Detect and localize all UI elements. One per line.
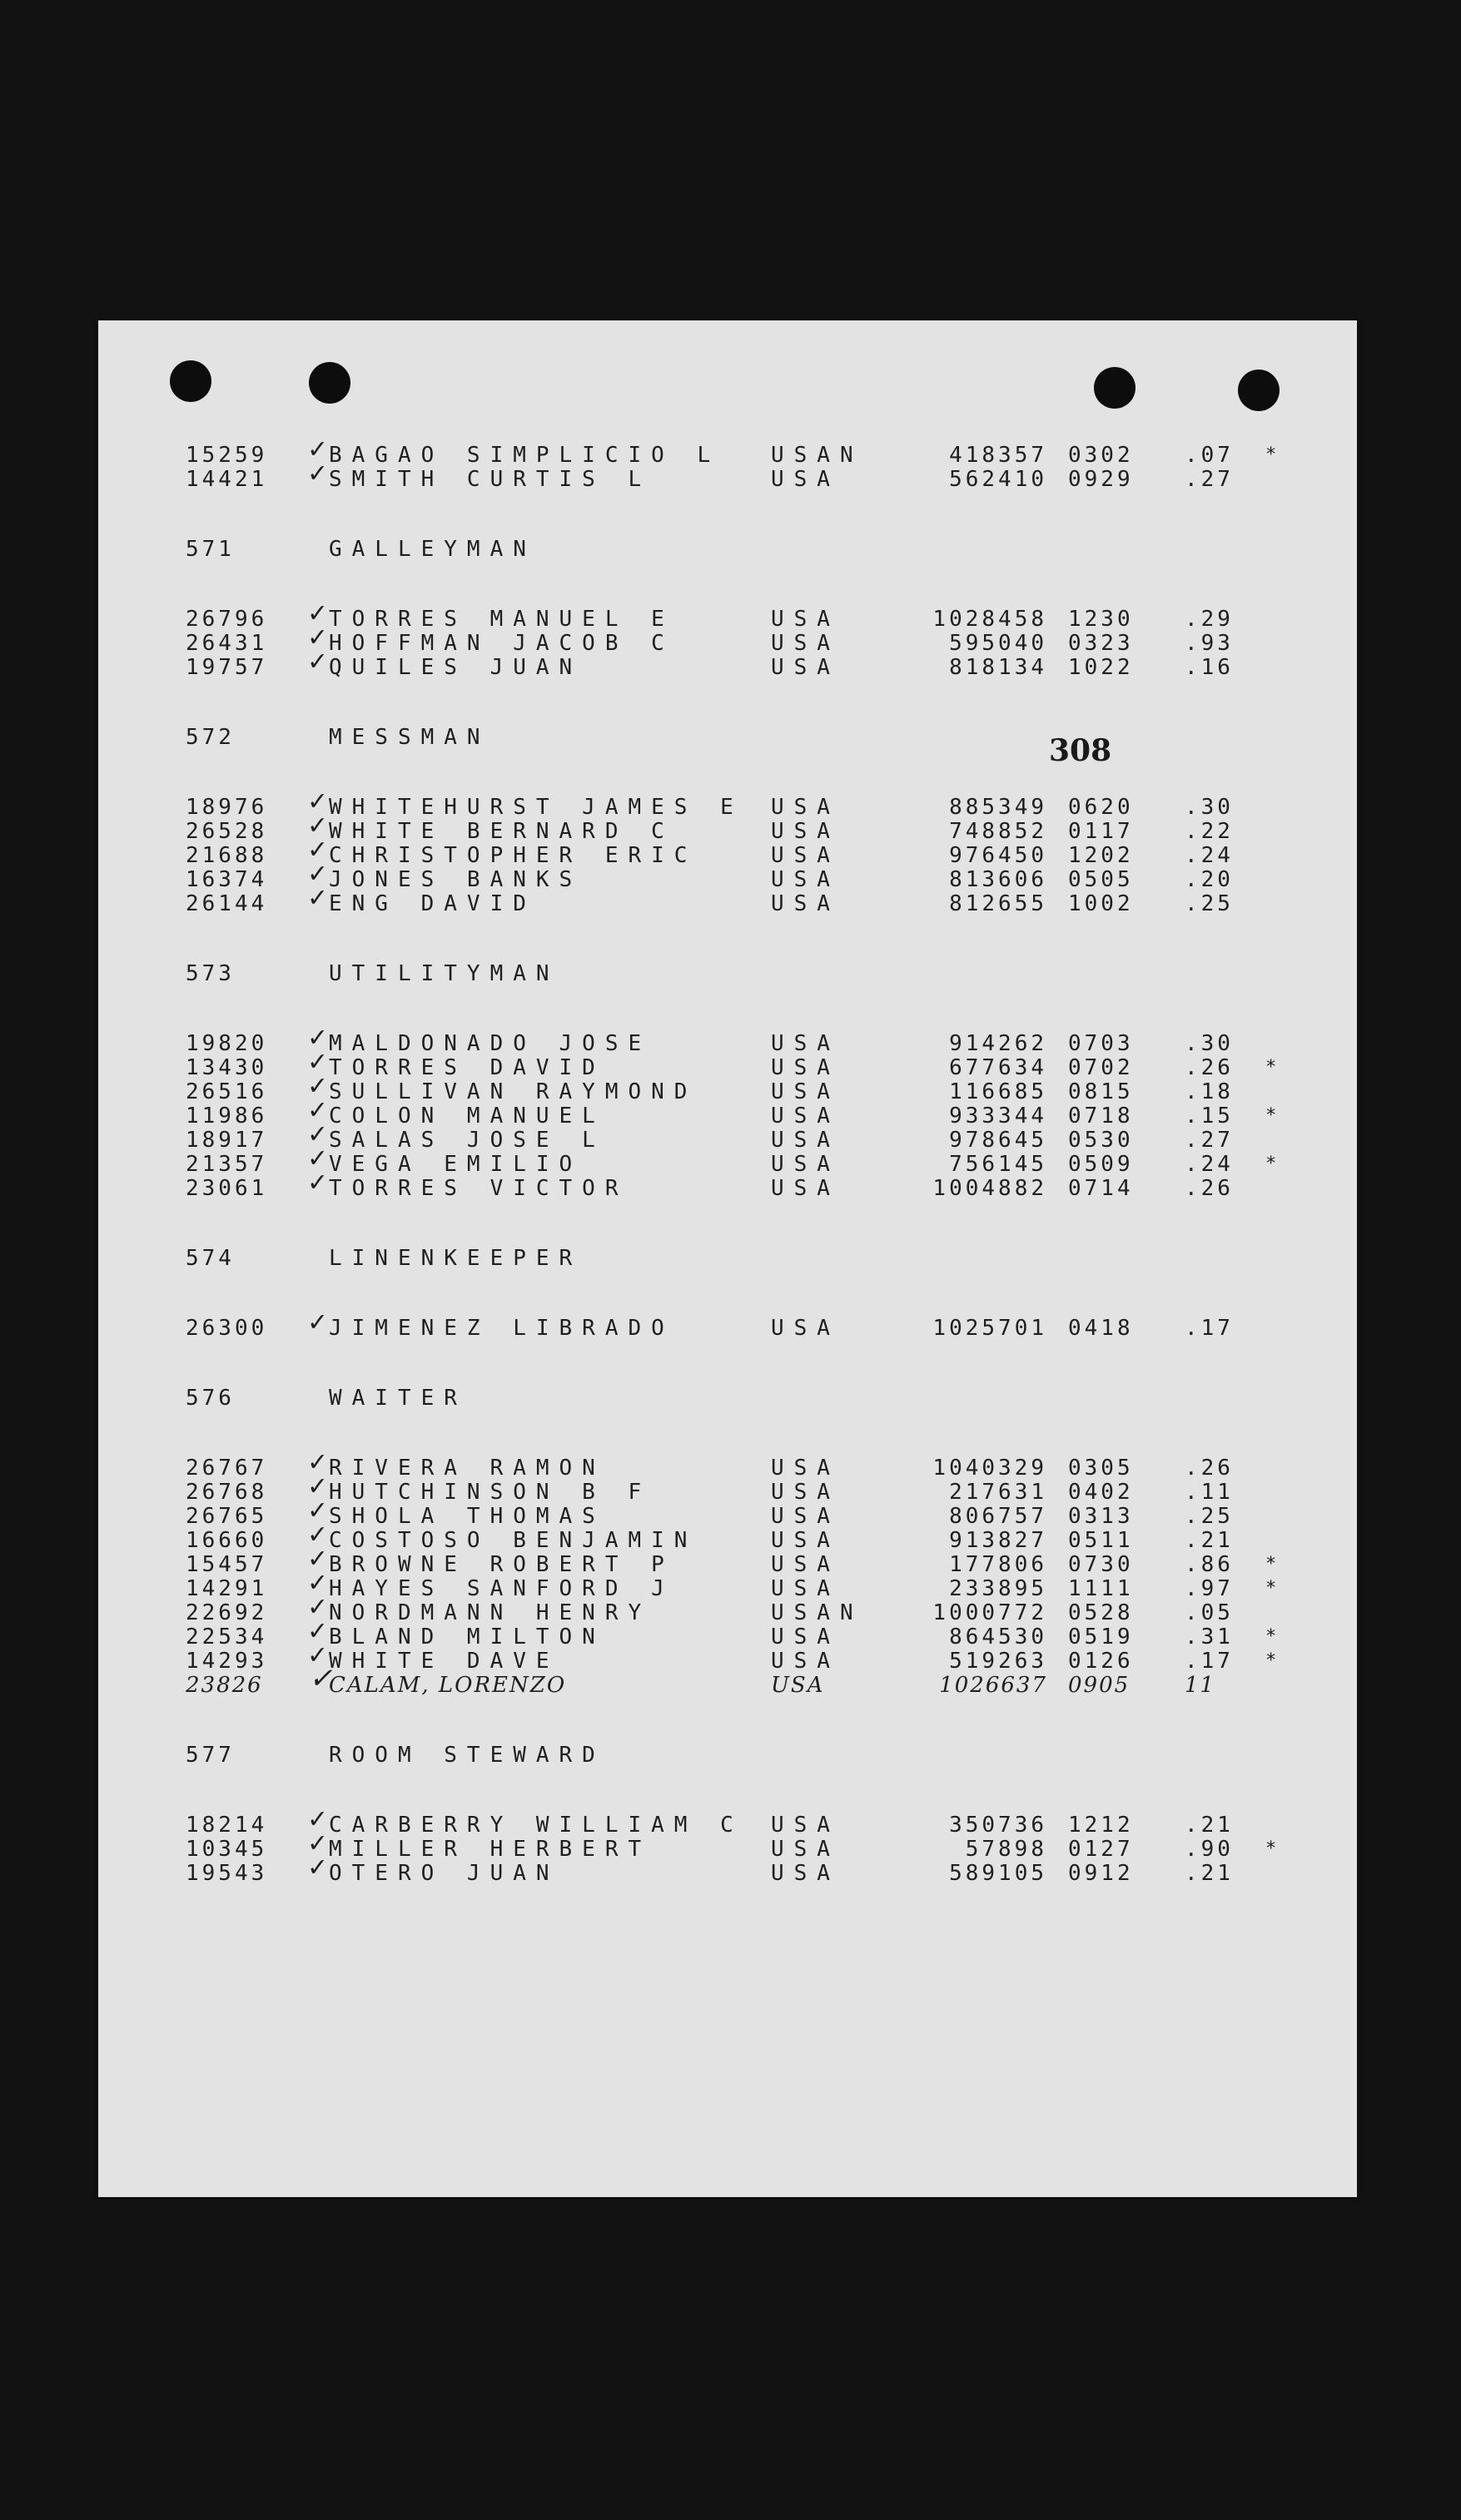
entry-name: TORRES DAVID [329,1055,605,1080]
asterisk-mark: * [1265,1578,1277,1599]
check-mark: ✓ [309,620,326,653]
entry-name: ENG DAVID [329,891,536,916]
entry-name: BROWNE ROBERT P [329,1552,674,1577]
check-mark: ✓ [309,1044,326,1078]
entry-code: 0127 [1068,1837,1134,1862]
crew-entry-row [98,596,1357,632]
check-mark: ✓ [309,1614,326,1647]
crew-entry-row [98,620,1357,656]
entry-number: 1025701 [932,1316,1047,1341]
entry-value: .26 [1185,1456,1234,1481]
entry-citizenship: USA [771,1576,840,1601]
check-mark: ✓ [309,1565,326,1599]
entry-number: 812655 [949,891,1047,916]
entry-number: 418357 [949,443,1047,468]
entry-code: 0402 [1068,1480,1134,1505]
entry-value: .24 [1185,1152,1234,1177]
entry-value: .17 [1185,1649,1234,1674]
entry-code: 1230 [1068,607,1134,632]
section-code: 571 [186,537,235,562]
check-mark: ✓ [309,1662,335,1695]
entry-number: 1028458 [932,607,1047,632]
entry-number: 864530 [949,1625,1047,1649]
crew-entry-row [98,1117,1357,1153]
crew-entry-row [98,1020,1357,1056]
entry-name: SULLIVAN RAYMOND [329,1079,698,1104]
entry-value: .11 [1185,1480,1234,1505]
entry-code: 0718 [1068,1104,1134,1129]
entry-citizenship: USA [771,467,840,492]
entry-id: 19820 [186,1031,268,1056]
check-mark: ✓ [309,1445,326,1478]
entry-citizenship: USA [771,843,840,868]
crew-entry-row [98,1614,1357,1649]
entry-number: 217631 [949,1480,1047,1505]
check-mark: ✓ [309,1826,326,1859]
entry-citizenship: USA [771,1055,840,1080]
asterisk-mark: * [1265,1153,1277,1174]
crew-entry-row [98,1165,1357,1201]
check-mark: ✓ [309,1541,326,1575]
entry-value: .17 [1185,1316,1234,1341]
entry-code: 0815 [1068,1079,1134,1104]
entry-value: .18 [1185,1079,1234,1104]
crew-entry-row [98,1469,1357,1505]
entry-number: 595040 [949,631,1047,656]
section-title: MESSMAN [329,725,490,750]
entry-citizenship: USA [771,1031,840,1056]
entry-value: .07 [1185,443,1234,468]
entry-id: 14293 [186,1649,268,1674]
crew-entry-row [98,784,1357,820]
entry-number: 1040329 [932,1456,1047,1481]
section-title: WAITER [329,1386,467,1411]
check-mark: ✓ [309,1305,326,1338]
entry-id: 26431 [186,631,268,656]
entry-value: .21 [1185,1813,1234,1838]
entry-number: 677634 [949,1055,1047,1080]
check-mark: ✓ [309,784,326,817]
section-header [98,725,1357,750]
entry-id: 26516 [186,1079,268,1104]
entry-code: 0730 [1068,1552,1134,1577]
handwritten-entry-row [98,1662,1357,1698]
entry-name: BLAND MILTON [329,1625,605,1649]
entry-code: 0702 [1068,1055,1134,1080]
entry-id: 18214 [186,1813,268,1838]
section-code: 572 [186,725,235,750]
entry-number: 177806 [949,1552,1047,1577]
check-mark: ✓ [309,456,326,489]
check-mark: ✓ [309,881,326,914]
entry-id: 26144 [186,891,268,916]
entry-name: WHITEHURST JAMES E [329,795,743,820]
entry-name: JONES BANKS [329,867,583,892]
entry-code: 1111 [1068,1576,1134,1601]
entry-value: .16 [1185,655,1234,680]
section-code: 574 [186,1246,235,1271]
entry-name: JIMENEZ LIBRADO [329,1316,674,1341]
entry-value: .25 [1185,1504,1234,1529]
entry-number: 233895 [949,1576,1047,1601]
section-header [98,1743,1357,1768]
crew-entry-row [98,1638,1357,1674]
entry-number: 813606 [949,867,1047,892]
entry-code: 1212 [1068,1813,1134,1838]
entry-code: 0714 [1068,1176,1134,1201]
entry-id: 21357 [186,1152,268,1177]
entry-code: 0905 [1068,1673,1131,1698]
entry-code: 0530 [1068,1128,1134,1153]
entry-value: .29 [1185,607,1234,632]
entry-citizenship: USA [771,891,840,916]
entry-name: SHOLA THOMAS [329,1504,605,1529]
entry-number: 116685 [949,1079,1047,1104]
entry-citizenship: USAN [771,443,863,468]
check-mark: ✓ [309,1069,326,1102]
entry-number: 976450 [949,843,1047,868]
entry-value: .26 [1185,1176,1234,1201]
entry-number: 756145 [949,1152,1047,1177]
entry-name: SALAS JOSE L [329,1128,605,1153]
entry-number: 913827 [949,1528,1047,1553]
crew-entry-row [98,1565,1357,1601]
entry-value: .31 [1185,1625,1234,1649]
entry-number: 1000772 [932,1600,1047,1625]
entry-value: .27 [1185,467,1234,492]
entry-id: 23061 [186,1176,268,1201]
entry-citizenship: USA [771,1128,840,1153]
entry-code: 0313 [1068,1504,1134,1529]
entry-citizenship: USA [771,1480,840,1505]
asterisk-mark: * [1265,1650,1277,1671]
crew-entry-row [98,1826,1357,1862]
entry-value: .26 [1185,1055,1234,1080]
asterisk-mark: * [1265,1626,1277,1647]
entry-citizenship: USA [771,1625,840,1649]
entry-citizenship: USA [771,1649,840,1674]
entry-code: 0418 [1068,1316,1134,1341]
entry-code: 1002 [1068,891,1134,916]
check-mark: ✓ [309,596,326,629]
entry-value: .21 [1185,1528,1234,1553]
check-mark: ✓ [309,1117,326,1150]
entry-citizenship: USA [771,1079,840,1104]
entry-name: NORDMANN HENRY [329,1600,652,1625]
entry-id: 16374 [186,867,268,892]
entry-number: 1004882 [932,1176,1047,1201]
document-page [98,320,1357,2197]
entry-id: 22692 [186,1600,268,1625]
entry-name: CARBERRY WILLIAM C [329,1813,743,1838]
entry-number: 806757 [949,1504,1047,1529]
entry-name: HOFFMAN JACOB C [329,631,674,656]
entry-value: .30 [1185,1031,1234,1056]
entry-number: 885349 [949,795,1047,820]
entry-number: 933344 [949,1104,1047,1129]
entry-number: 562410 [949,467,1047,492]
entry-value: .30 [1185,795,1234,820]
entry-citizenship: USA [771,1316,840,1341]
section-code: 577 [186,1743,235,1768]
entry-code: 0703 [1068,1031,1134,1056]
entry-code: 0323 [1068,631,1134,656]
entry-citizenship: USA [771,795,840,820]
entry-citizenship: USA [771,655,840,680]
check-mark: ✓ [309,832,326,866]
entry-citizenship: USA [771,1813,840,1838]
crew-entry-row [98,644,1357,680]
check-mark: ✓ [309,808,326,841]
asterisk-mark: * [1265,1838,1277,1859]
entry-citizenship: USA [771,607,840,632]
crew-entry-row [98,1093,1357,1129]
entry-citizenship: USA [771,631,840,656]
entry-id: 26528 [186,819,268,844]
entry-code: 0620 [1068,795,1134,820]
crew-entry-row [98,832,1357,868]
entry-value: .05 [1185,1600,1234,1625]
entry-code: 0126 [1068,1649,1134,1674]
entry-name: COSTOSO BENJAMIN [329,1528,698,1553]
entry-value: .27 [1185,1128,1234,1153]
section-code: 576 [186,1386,235,1411]
entry-name: CHRISTOPHER ERIC [329,843,698,868]
crew-entry-row [98,1305,1357,1341]
entry-citizenship: USA [771,1104,840,1129]
entry-code: 0912 [1068,1861,1134,1886]
section-code: 573 [186,961,235,986]
section-header [98,1246,1357,1271]
section-title: UTILITYMAN [329,961,559,986]
entry-name: WHITE DAVE [329,1649,559,1674]
entry-id: 21688 [186,843,268,868]
check-mark: ✓ [309,1093,326,1126]
entry-name: BAGAO SIMPLICIO L [329,443,721,468]
entry-code: 0117 [1068,819,1134,844]
entry-id: 22534 [186,1625,268,1649]
entry-code: 0528 [1068,1600,1134,1625]
asterisk-mark: * [1265,444,1277,465]
check-mark: ✓ [309,1020,326,1054]
entry-value: .22 [1185,819,1234,844]
crew-entry-row [98,1802,1357,1838]
crew-entry-row [98,881,1357,916]
entry-name: HUTCHINSON B F [329,1480,652,1505]
entry-value: .86 [1185,1552,1234,1577]
entry-code: 0519 [1068,1625,1134,1649]
entry-value: .15 [1185,1104,1234,1129]
entry-name: MALDONADO JOSE [329,1031,652,1056]
entry-name: WHITE BERNARD C [329,819,674,844]
check-mark: ✓ [309,644,326,677]
entry-name: COLON MANUEL [329,1104,605,1129]
check-mark: ✓ [309,1638,326,1671]
entry-name: CALAM, LORENZO [329,1673,567,1698]
crew-list [98,320,1357,2197]
entry-name: QUILES JUAN [329,655,583,680]
check-mark: ✓ [309,1517,326,1550]
check-mark: ✓ [309,1469,326,1502]
check-mark: ✓ [309,1590,326,1623]
crew-entry-row [98,1044,1357,1080]
entry-id: 26300 [186,1316,268,1341]
check-mark: ✓ [309,1493,326,1526]
entry-id: 15457 [186,1552,268,1577]
entry-id: 16660 [186,1528,268,1553]
section-header [98,961,1357,986]
crew-entry-row [98,1541,1357,1577]
check-mark: ✓ [309,1802,326,1835]
entry-citizenship: USA [771,1552,840,1577]
entry-code: 0509 [1068,1152,1134,1177]
asterisk-mark: * [1265,1057,1277,1078]
section-title: ROOM STEWARD [329,1743,605,1768]
crew-entry-row [98,456,1357,492]
entry-code: 1202 [1068,843,1134,868]
entry-code: 0505 [1068,867,1134,892]
entry-id: 23826 [186,1673,263,1698]
crew-entry-row [98,1141,1357,1177]
entry-number: 978645 [949,1128,1047,1153]
entry-value: .90 [1185,1837,1234,1862]
entry-id: 26768 [186,1480,268,1505]
check-mark: ✓ [309,1141,326,1174]
check-mark: ✓ [309,1165,326,1198]
entry-name: RIVERA RAMON [329,1456,605,1481]
entry-id: 14291 [186,1576,268,1601]
entry-id: 13430 [186,1055,268,1080]
entry-value: .20 [1185,867,1234,892]
entry-id: 18976 [186,795,268,820]
section-header [98,1386,1357,1411]
entry-id: 14421 [186,467,268,492]
section-title: GALLEYMAN [329,537,536,562]
entry-name: SMITH CURTIS L [329,467,652,492]
crew-entry-row [98,808,1357,844]
entry-id: 19757 [186,655,268,680]
crew-entry-row [98,1517,1357,1553]
entry-id: 19543 [186,1861,268,1886]
entry-name: TORRES VICTOR [329,1176,629,1201]
entry-id: 26765 [186,1504,268,1529]
entry-code: 0511 [1068,1528,1134,1553]
entry-id: 26767 [186,1456,268,1481]
entry-id: 26796 [186,607,268,632]
entry-name: HAYES SANFORD J [329,1576,674,1601]
entry-value: .24 [1185,843,1234,868]
entry-number: 748852 [949,819,1047,844]
entry-id: 15259 [186,443,268,468]
entry-citizenship: USA [771,1456,840,1481]
entry-number: 1026637 [939,1673,1047,1698]
section-header [98,537,1357,562]
crew-entry-row [98,856,1357,892]
entry-citizenship: USAN [771,1600,863,1625]
asterisk-mark: * [1265,1105,1277,1126]
entry-number: 818134 [949,655,1047,680]
entry-citizenship: USA [771,1528,840,1553]
entry-number: 519263 [949,1649,1047,1674]
entry-citizenship: USA [771,867,840,892]
check-mark: ✓ [309,856,326,890]
entry-name: TORRES MANUEL E [329,607,674,632]
entry-name: OTERO JUAN [329,1861,559,1886]
entry-number: 914262 [949,1031,1047,1056]
crew-entry-row [98,1445,1357,1481]
asterisk-mark: * [1265,1554,1277,1575]
entry-code: 0929 [1068,467,1134,492]
entry-code: 0302 [1068,443,1134,468]
entry-value: .93 [1185,631,1234,656]
crew-entry-row [98,432,1357,468]
crew-entry-row [98,1493,1357,1529]
entry-citizenship: USA [771,819,840,844]
check-mark: ✓ [309,432,326,465]
entry-name: MILLER HERBERT [329,1837,652,1862]
entry-id: 10345 [186,1837,268,1862]
entry-citizenship: USA [771,1152,840,1177]
entry-number: 57898 [965,1837,1047,1862]
entry-code: 0305 [1068,1456,1134,1481]
entry-citizenship: USA [771,1861,840,1886]
crew-entry-row [98,1069,1357,1104]
entry-value: .21 [1185,1861,1234,1886]
page-number: 308 [1049,733,1112,768]
check-mark: ✓ [309,1850,326,1883]
entry-id: 18917 [186,1128,268,1153]
entry-code: 1022 [1068,655,1134,680]
entry-number: 350736 [949,1813,1047,1838]
entry-citizenship: USA [771,1673,825,1698]
entry-value: .97 [1185,1576,1234,1601]
section-title: LINENKEEPER [329,1246,583,1271]
crew-entry-row [98,1850,1357,1886]
entry-citizenship: USA [771,1176,840,1201]
entry-name: VEGA EMILIO [329,1152,583,1177]
entry-value: .25 [1185,891,1234,916]
entry-citizenship: USA [771,1837,840,1862]
entry-id: 11986 [186,1104,268,1129]
entry-number: 589105 [949,1861,1047,1886]
entry-value: 11 [1185,1673,1216,1698]
entry-citizenship: USA [771,1504,840,1529]
crew-entry-row [98,1590,1357,1625]
